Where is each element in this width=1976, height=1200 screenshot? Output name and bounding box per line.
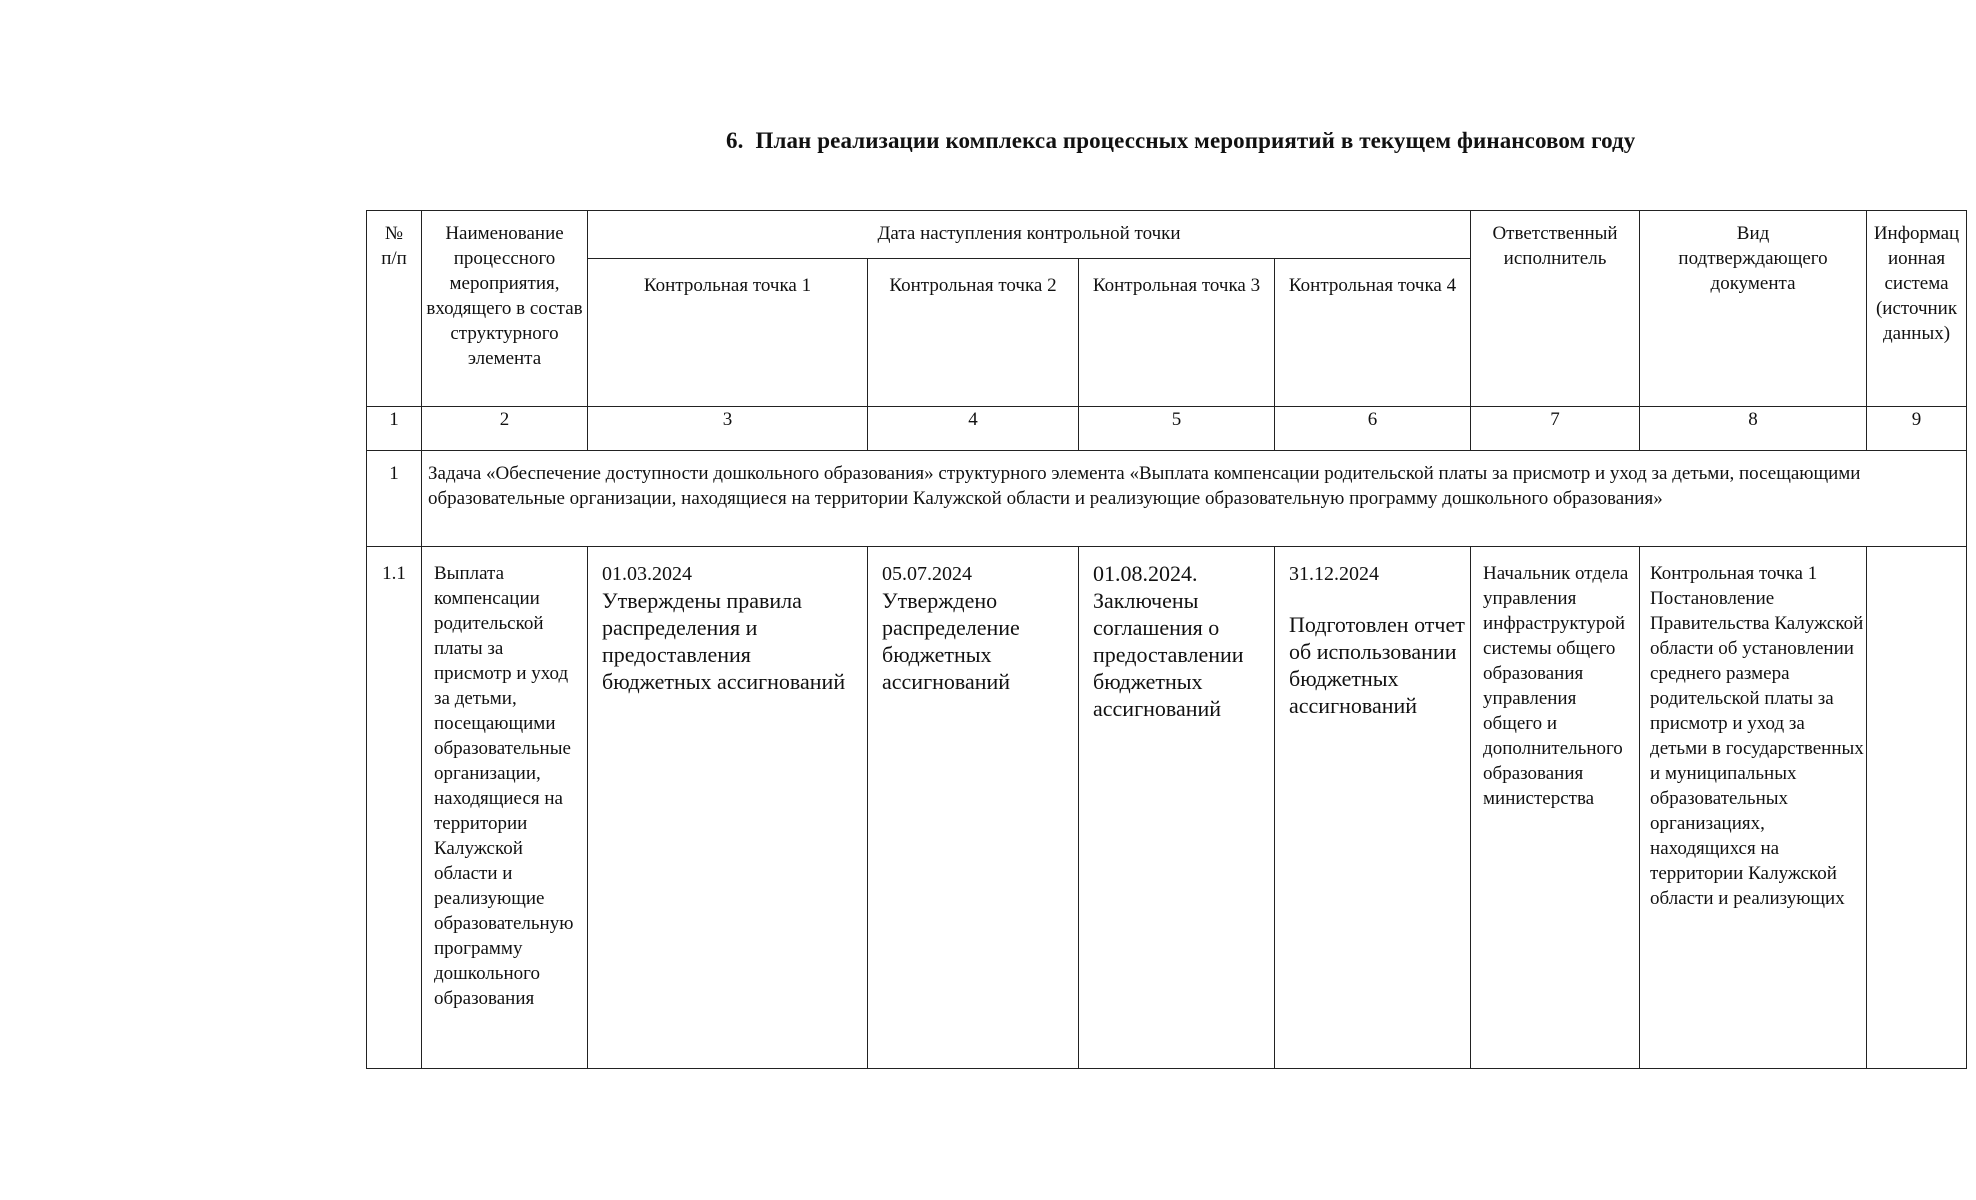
control-point-3: [1079, 547, 1275, 1069]
header-executor: Ответственный исполнитель: [1471, 211, 1640, 407]
info-system-cell: [1867, 547, 1967, 1069]
header-date-group: Дата наступления контрольной точки: [588, 211, 1471, 259]
header-row-1: [367, 211, 1967, 259]
kt3-date: 01.08.2024.: [1093, 561, 1198, 586]
plan-table: [366, 210, 1967, 1069]
task-number: 1: [367, 451, 422, 547]
column-number: 7: [1471, 407, 1640, 451]
column-number: 5: [1079, 407, 1275, 451]
column-number: 9: [1867, 407, 1967, 451]
header-name: Наименование процессного мероприятия, входящего в состав структурного элемента: [422, 211, 588, 407]
table-row: [367, 547, 1967, 1069]
responsible-executor: Начальник отдела управления инфраструктурой системы общего образования управления общего и дополнительного образования министерства: [1471, 547, 1640, 1069]
kt1-date: 01.03.2024: [602, 563, 692, 585]
kt4-date: 31.12.2024: [1289, 563, 1379, 585]
header-info-system: Информационная система (источник данных): [1867, 211, 1967, 407]
kt2-description: Утверждено распределение бюджетных ассигнований: [882, 588, 1020, 694]
task-row: [367, 451, 1967, 547]
page-title: [726, 128, 1635, 154]
row-number: 1.1: [367, 547, 422, 1069]
header-kt4: Контрольная точка 4: [1275, 259, 1471, 407]
title-text: План реализации комплекса процессных мероприятий в текущем финансовом году: [755, 128, 1636, 153]
column-number: 1: [367, 407, 422, 451]
header-kt1: Контрольная точка 1: [588, 259, 868, 407]
header-doc-type: Вид подтверждающего документа: [1640, 211, 1867, 407]
column-number: 8: [1640, 407, 1867, 451]
kt3-description: Заключены соглашения о предоставлении бюджетных ассигнований: [1093, 588, 1244, 721]
kt2-date: 05.07.2024: [882, 563, 972, 585]
event-name: Выплата компенсации родительской платы за присмотр и уход за детьми, посещающими образовательные организации, находящиеся на территории Калужской области и реализующие образовательную программу дошкольного образования: [422, 547, 588, 1069]
control-point-4: [1275, 547, 1471, 1069]
kt1-description: Утверждены правила распределения и предоставления бюджетных ассигнований: [602, 588, 846, 694]
column-number: 6: [1275, 407, 1471, 451]
task-description: Задача «Обеспечение доступности дошкольного образования» структурного элемента «Выплата компенсации родительской платы за присмотр и уход за детьми, посещающими образовательные организации, находящиеся на территории Калужской области и реализующие образовательную программу дошкольного образования»: [422, 451, 1967, 547]
header-num: № п/п: [367, 211, 422, 407]
column-number: 4: [868, 407, 1079, 451]
control-point-1: [588, 547, 868, 1069]
column-number: 2: [422, 407, 588, 451]
header-kt3: Контрольная точка 3: [1079, 259, 1275, 407]
title-number: 6.: [726, 128, 744, 153]
control-point-2: [868, 547, 1079, 1069]
confirming-document: Контрольная точка 1 Постановление Правительства Калужской области об установлении среднего размера родительской платы за присмотр и уход за детьми в государственных и муниципальных образовательных организациях, находящихся на территории Калужской области и реализующих: [1640, 547, 1867, 1069]
header-kt2: Контрольная точка 2: [868, 259, 1079, 407]
kt4-description: Подготовлен отчет об использовании бюджетных ассигнований: [1289, 612, 1465, 718]
column-number: 3: [588, 407, 868, 451]
column-number-row: [367, 407, 1967, 451]
